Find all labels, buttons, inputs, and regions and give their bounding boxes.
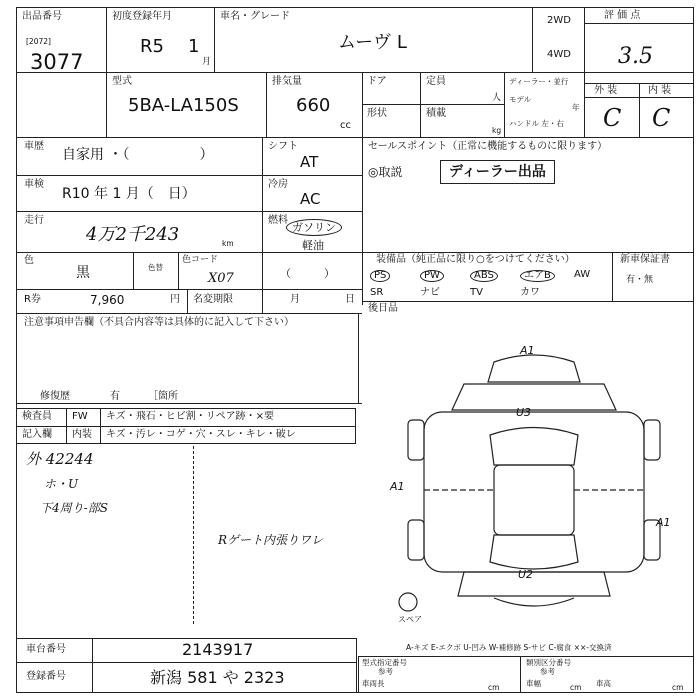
- month-unit: 月: [202, 57, 212, 67]
- load-label: 積載: [426, 108, 446, 119]
- repair-location-label: ［箇所: [148, 391, 178, 402]
- registration-label: 登録番号: [26, 671, 66, 682]
- interior-label: 内 装: [648, 85, 672, 96]
- damage-mark-right: A1: [656, 516, 671, 529]
- color-label: 色: [24, 255, 34, 266]
- cm-unit-3: cm: [672, 683, 684, 692]
- chassis-label: 車台番号: [26, 644, 66, 655]
- expiry-label: 名変期限: [193, 294, 233, 305]
- color-code-label: 色コード: [182, 255, 219, 265]
- interior-grade: C: [652, 104, 671, 132]
- model-code-label: 型式: [112, 76, 132, 87]
- cm-unit-2: cm: [570, 683, 582, 692]
- lot-sub-number: [2072]: [26, 37, 51, 46]
- color-code-value: X07: [208, 271, 234, 286]
- displacement-label: 排気量: [272, 76, 302, 87]
- checker-label: 検査員: [22, 411, 52, 422]
- class-number-label: 類別区分番号: [526, 658, 571, 667]
- color-change-label: 色替: [148, 263, 163, 272]
- model-code: 5BA-LA150S: [128, 95, 239, 116]
- sales-point-label: セールスポイント（正常に機能するものに限ります）: [368, 141, 608, 152]
- door-label: ドア: [367, 76, 387, 87]
- fw-items: キズ・飛石・ヒビ割・リペア跡・×要: [106, 411, 274, 422]
- inspection-label: 車検: [24, 179, 44, 190]
- entry-label: 記入欄: [22, 429, 52, 440]
- km-unit: km: [222, 239, 234, 248]
- mileage-label: 走行: [24, 215, 44, 226]
- equipment-item: ナビ: [420, 287, 440, 298]
- handle-label: ハンドル 左・右: [509, 119, 564, 128]
- vehicle-width-label: 車幅: [526, 679, 541, 688]
- model-name: ムーヴ L: [338, 32, 407, 53]
- person-unit: 人: [492, 93, 502, 103]
- car-damage-diagram: [384, 340, 684, 630]
- first-registration-month: 1: [188, 36, 200, 57]
- score-label: 評 価 点: [604, 10, 641, 21]
- warranty-label: 新車保証書: [620, 254, 670, 265]
- vehicle-length-label: 車両長: [362, 679, 385, 688]
- exterior-grade: C: [603, 104, 622, 132]
- reference-label-2: 参考: [540, 667, 555, 676]
- cm-unit-1: cm: [488, 683, 500, 692]
- manual-mark: ◎取説: [368, 165, 403, 179]
- repair-history-label: 修復歴: [40, 391, 70, 402]
- equipment-item: AW: [574, 269, 591, 280]
- rear-items-label: 後日品: [368, 303, 398, 314]
- history-label: 車歴: [24, 141, 44, 152]
- damage-mark-rear: U2: [518, 568, 534, 581]
- drive-2wd: 2WD: [547, 15, 571, 26]
- color-value: 黒: [76, 265, 90, 281]
- model-year-label: モデル: [509, 95, 532, 104]
- equipment-item: カワ: [520, 287, 540, 298]
- interior-items: キズ・汚レ・コゲ・穴・スレ・キレ・破レ: [106, 429, 296, 440]
- displacement-value: 660: [296, 95, 331, 116]
- handwritten-note-4: Rゲート内張りワレ: [218, 533, 324, 547]
- fw-label: FW: [72, 411, 88, 422]
- equipment-item: PW: [420, 270, 444, 282]
- dealer-stamp: ディーラー出品: [440, 160, 555, 184]
- lot-number-label: 出品番号: [22, 11, 62, 22]
- evaluation-score: 3.5: [618, 44, 653, 69]
- dealer-label: ディーラー・並行: [509, 77, 569, 86]
- interior-row-label: 内装: [72, 429, 92, 440]
- recycle-value: 7,960: [90, 293, 125, 307]
- equipment-item: TV: [470, 287, 483, 298]
- cc-unit: cc: [340, 120, 351, 131]
- day-label: 日: [345, 294, 355, 305]
- capacity-label: 定員: [426, 76, 446, 87]
- year-unit: 年: [572, 103, 580, 112]
- vehicle-height-label: 車高: [596, 679, 611, 688]
- damage-mark-front: A1: [520, 344, 535, 357]
- equipment-item: PS: [370, 270, 390, 282]
- exterior-label: 外 装: [594, 85, 618, 96]
- equipment-item: SR: [370, 287, 384, 298]
- ac-value: AC: [300, 190, 321, 208]
- notes-label: 注意事項申告欄（不具合内容等は具体的に記入して下さい）: [24, 317, 294, 328]
- ac-label: 冷房: [268, 179, 288, 190]
- damage-mark-bonnet: U3: [516, 406, 532, 419]
- handwritten-note-3: 下4周り-部S: [40, 501, 108, 515]
- chassis-number: 2143917: [182, 640, 254, 659]
- fuel-other: （ ）: [280, 267, 335, 280]
- reference-label-1: 参考: [378, 667, 393, 676]
- history-value: 自家用 ・（ ）: [62, 147, 214, 163]
- yen-unit: 円: [170, 294, 180, 305]
- warranty-value: 有・無: [626, 275, 654, 285]
- month-label: 月: [290, 294, 300, 305]
- shape-label: 形状: [367, 108, 387, 119]
- spare-tire-label: スペア: [398, 615, 422, 624]
- equipment-label: 装備品（純正品に限り○をつけてください）: [376, 254, 575, 265]
- handwritten-note-1: 外 42244: [26, 450, 94, 468]
- registration-number: 新潟 581 や 2323: [150, 668, 285, 687]
- shift-value: AT: [300, 153, 319, 171]
- inspection-value: R10 年 1 月（ 日）: [62, 186, 196, 202]
- mileage-value: 4万2千243: [86, 224, 180, 245]
- recycle-label: R券: [24, 294, 41, 305]
- fuel-label: 燃料: [268, 215, 288, 226]
- handwritten-note-2: ホ・U: [44, 477, 79, 491]
- shift-label: シフト: [268, 141, 298, 152]
- damage-mark-left: A1: [390, 480, 405, 493]
- fuel-gasoline-circled: ガソリン: [286, 219, 342, 236]
- first-registration-year: R5: [140, 36, 164, 57]
- repair-history-value: 有: [110, 391, 120, 402]
- fuel-diesel: 軽油: [302, 239, 324, 252]
- drive-4wd: 4WD: [547, 49, 571, 60]
- type-spec-number-label: 型式指定番号: [362, 658, 407, 667]
- first-registration-label: 初度登録年月: [112, 11, 172, 22]
- equipment-item: エアB: [520, 270, 555, 282]
- lot-number: 3077: [30, 50, 84, 74]
- model-grade-label: 車名・グレード: [220, 11, 290, 22]
- damage-legend: A-キズ E-エクボ U-凹み W-補修跡 S-サビ C-腐食 ××-交換済: [406, 643, 612, 652]
- kg-unit: kg: [492, 126, 502, 135]
- equipment-item: ABS: [470, 270, 498, 282]
